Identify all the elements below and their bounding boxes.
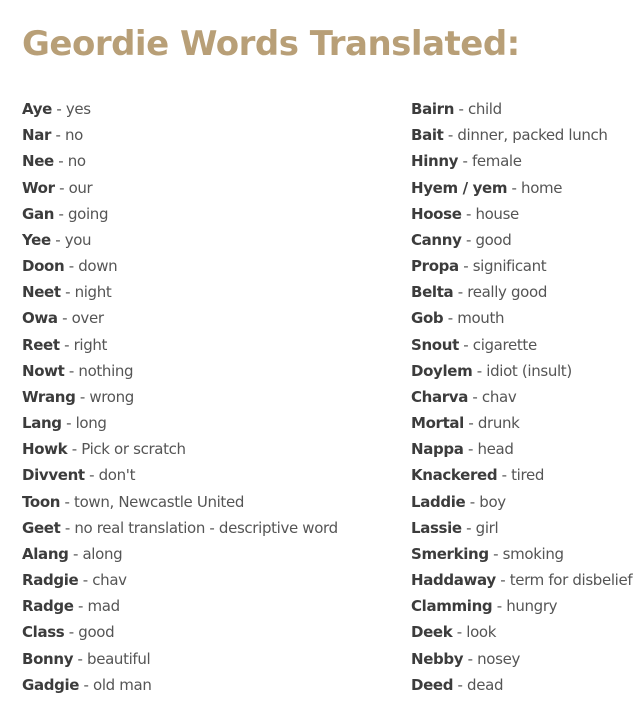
glossary-entry — [22, 253, 392, 279]
entry-meaning: night — [74, 283, 112, 302]
entry-word: Nee — [22, 152, 54, 171]
entry-separator: - — [53, 152, 68, 171]
entry-word: Howk — [22, 440, 68, 459]
entry-word: Charva — [411, 387, 469, 406]
glossary-entry — [22, 358, 392, 384]
entry-separator: - — [61, 414, 76, 433]
glossary-entry — [22, 567, 392, 593]
entry-meaning: no — [64, 126, 83, 145]
glossary-entry — [411, 305, 633, 331]
entry-word: Radgie — [22, 571, 79, 590]
entry-meaning: dinner, packed lunch — [457, 126, 608, 145]
entry-separator: - — [64, 361, 79, 380]
entry-separator: - — [51, 100, 66, 118]
entry-separator: - — [461, 518, 476, 537]
glossary-entry — [411, 253, 633, 279]
glossary-entry — [22, 305, 392, 331]
entry-meaning: smoking — [502, 544, 564, 563]
entry-word: Propa — [411, 257, 459, 276]
entry-word: Nar — [22, 126, 52, 145]
glossary-entry — [22, 227, 392, 253]
entry-word: Toon — [22, 492, 61, 511]
entry-meaning: right — [73, 335, 108, 354]
entry-separator: - — [75, 387, 90, 406]
entry-meaning: nothing — [78, 361, 134, 380]
entry-word: Hyem / yem — [411, 178, 508, 197]
glossary-entry — [411, 515, 633, 541]
entry-meaning: down — [78, 257, 118, 276]
entry-meaning: long — [75, 414, 107, 433]
glossary — [0, 96, 635, 706]
entry-meaning: no — [67, 152, 86, 171]
entry-separator: - — [79, 675, 94, 694]
glossary-entry — [22, 515, 392, 541]
entry-word: Bait — [411, 126, 444, 145]
entry-word: Clamming — [411, 597, 493, 616]
entry-meaning: home — [521, 178, 563, 197]
entry-separator: - — [454, 100, 468, 118]
entry-meaning: over — [71, 309, 104, 328]
entry-word: Nebby — [411, 649, 464, 668]
entry-meaning: dead — [467, 675, 504, 694]
entry-meaning: chav — [481, 387, 517, 406]
entry-meaning: chav — [92, 571, 127, 590]
entry-word: Bairn — [411, 100, 455, 118]
entry-separator: - — [495, 571, 510, 590]
entry-word: Mortal — [411, 414, 464, 433]
entry-word: Knackered — [411, 466, 498, 485]
entry-word: Alang — [22, 544, 69, 563]
entry-word: Wor — [22, 178, 55, 197]
entry-separator: - — [461, 230, 476, 249]
entry-meaning: no real translation - descriptive word — [74, 518, 338, 537]
glossary-entry — [411, 672, 633, 698]
entry-meaning: idiot (insult) — [486, 361, 572, 380]
entry-separator: - — [463, 414, 478, 433]
entry-word: Lassie — [411, 518, 462, 537]
entry-meaning: look — [466, 623, 497, 642]
entry-separator: - — [507, 178, 522, 197]
entry-separator: - — [67, 440, 82, 459]
glossary-entry — [411, 593, 633, 619]
entry-separator: - — [443, 309, 458, 328]
entry-word: Nappa — [411, 440, 464, 459]
glossary-entry — [411, 122, 633, 148]
entry-word: Yee — [22, 230, 51, 249]
glossary-entry — [411, 567, 633, 593]
entry-separator: - — [453, 283, 468, 302]
entry-meaning: mad — [87, 597, 120, 616]
entry-meaning: mouth — [457, 309, 505, 328]
entry-separator: - — [497, 466, 512, 485]
glossary-entry — [411, 201, 633, 227]
entry-meaning: going — [67, 204, 109, 223]
entry-word: Gadgie — [22, 675, 80, 694]
entry-meaning: significant — [472, 257, 547, 276]
entry-word: Haddaway — [411, 571, 496, 590]
entry-meaning: child — [467, 100, 502, 118]
entry-meaning: don't — [98, 466, 136, 485]
page-title: Geordie Words Translated: — [22, 24, 520, 64]
entry-meaning: good — [78, 623, 115, 642]
entry-meaning: beautiful — [87, 649, 151, 668]
entry-meaning: term for disbelief — [509, 571, 633, 590]
entry-separator: - — [78, 571, 93, 590]
entry-meaning: Pick or scratch — [81, 440, 186, 459]
glossary-entry — [411, 646, 633, 672]
entry-separator: - — [68, 544, 83, 563]
glossary-entry — [22, 619, 392, 645]
glossary-entry — [22, 646, 392, 672]
glossary-entry — [411, 462, 633, 488]
entry-separator: - — [463, 649, 478, 668]
entry-word: Divvent — [22, 466, 85, 485]
entry-meaning: yes — [65, 100, 91, 118]
glossary-left-column — [22, 96, 392, 698]
entry-separator: - — [443, 126, 458, 145]
entry-meaning: cigarette — [472, 335, 537, 354]
entry-separator: - — [54, 178, 69, 197]
entry-word: Snout — [411, 335, 459, 354]
entry-separator: - — [458, 152, 472, 171]
entry-separator: - — [461, 204, 476, 223]
entry-meaning: really good — [467, 283, 547, 302]
glossary-entry — [411, 332, 633, 358]
glossary-entry — [411, 410, 633, 436]
glossary-entry — [411, 358, 633, 384]
glossary-entry — [22, 148, 392, 174]
entry-separator: - — [463, 440, 478, 459]
entry-separator: - — [452, 623, 467, 642]
glossary-entry — [411, 384, 633, 410]
glossary-entry — [22, 672, 392, 698]
entry-word: Nowt — [22, 361, 65, 380]
entry-word: Hinny — [411, 152, 459, 171]
entry-separator: - — [54, 204, 68, 223]
entry-meaning: you — [64, 230, 92, 249]
glossary-entry — [411, 436, 633, 462]
glossary-entry — [411, 541, 633, 567]
entry-word: Neet — [22, 283, 61, 302]
entry-separator: - — [64, 623, 79, 642]
entry-meaning: hungry — [506, 597, 558, 616]
entry-word: Doon — [22, 257, 65, 276]
entry-word: Aye — [22, 100, 52, 118]
entry-meaning: old man — [93, 675, 152, 694]
entry-separator: - — [84, 466, 99, 485]
glossary-right-column — [411, 96, 633, 698]
entry-meaning: wrong — [89, 387, 134, 406]
entry-meaning: house — [475, 204, 519, 223]
entry-word: Owa — [22, 309, 58, 328]
entry-meaning: girl — [475, 518, 499, 537]
entry-separator: - — [73, 649, 88, 668]
glossary-entry — [411, 279, 633, 305]
entry-separator: - — [458, 335, 473, 354]
entry-word: Canny — [411, 230, 462, 249]
entry-separator: - — [73, 597, 88, 616]
glossary-entry — [22, 279, 392, 305]
glossary-entry — [411, 175, 633, 201]
glossary-entry — [22, 175, 392, 201]
entry-meaning: nosey — [477, 649, 520, 668]
entry-meaning: tired — [511, 466, 545, 485]
entry-meaning: town, Newcastle United — [74, 492, 245, 511]
entry-word: Wrang — [22, 387, 76, 406]
entry-separator: - — [60, 492, 75, 511]
entry-separator: - — [50, 230, 65, 249]
glossary-entry — [22, 541, 392, 567]
entry-meaning: boy — [479, 492, 506, 511]
entry-separator: - — [465, 492, 480, 511]
entry-word: Belta — [411, 283, 454, 302]
entry-separator: - — [51, 126, 65, 145]
entry-word: Reet — [22, 335, 60, 354]
entry-word: Radge — [22, 597, 74, 616]
glossary-entry — [22, 410, 392, 436]
entry-separator: - — [488, 544, 503, 563]
entry-word: Doylem — [411, 361, 473, 380]
entry-word: Smerking — [411, 544, 489, 563]
entry-meaning: our — [68, 178, 93, 197]
entry-word: Geet — [22, 518, 61, 537]
glossary-entry — [22, 332, 392, 358]
entry-separator: - — [60, 518, 75, 537]
glossary-entry — [22, 96, 392, 122]
entry-word: Laddie — [411, 492, 466, 511]
glossary-entry — [22, 462, 392, 488]
entry-meaning: along — [82, 544, 123, 563]
entry-separator: - — [57, 309, 72, 328]
entry-meaning: head — [477, 440, 514, 459]
glossary-entry — [411, 96, 633, 122]
entry-word: Bonny — [22, 649, 74, 668]
glossary-entry — [22, 122, 392, 148]
glossary-entry — [411, 489, 633, 515]
glossary-entry — [22, 489, 392, 515]
entry-word: Deed — [411, 675, 454, 694]
glossary-entry — [22, 384, 392, 410]
entry-meaning: good — [475, 230, 512, 249]
glossary-entry — [22, 436, 392, 462]
entry-word: Deek — [411, 623, 453, 642]
entry-meaning: female — [472, 152, 522, 171]
entry-word: Class — [22, 623, 65, 642]
entry-separator: - — [472, 361, 487, 380]
entry-word: Hoose — [411, 204, 462, 223]
entry-separator: - — [64, 257, 79, 276]
entry-separator: - — [492, 597, 507, 616]
entry-separator: - — [468, 387, 482, 406]
glossary-entry — [411, 148, 633, 174]
entry-separator: - — [458, 257, 473, 276]
glossary-entry — [22, 201, 392, 227]
glossary-entry — [411, 619, 633, 645]
entry-word: Gan — [22, 204, 55, 223]
entry-meaning: drunk — [477, 414, 520, 433]
entry-separator: - — [60, 283, 75, 302]
entry-separator: - — [59, 335, 74, 354]
glossary-entry — [411, 227, 633, 253]
entry-word: Lang — [22, 414, 62, 433]
entry-word: Gob — [411, 309, 444, 328]
entry-separator: - — [453, 675, 468, 694]
glossary-entry — [22, 593, 392, 619]
